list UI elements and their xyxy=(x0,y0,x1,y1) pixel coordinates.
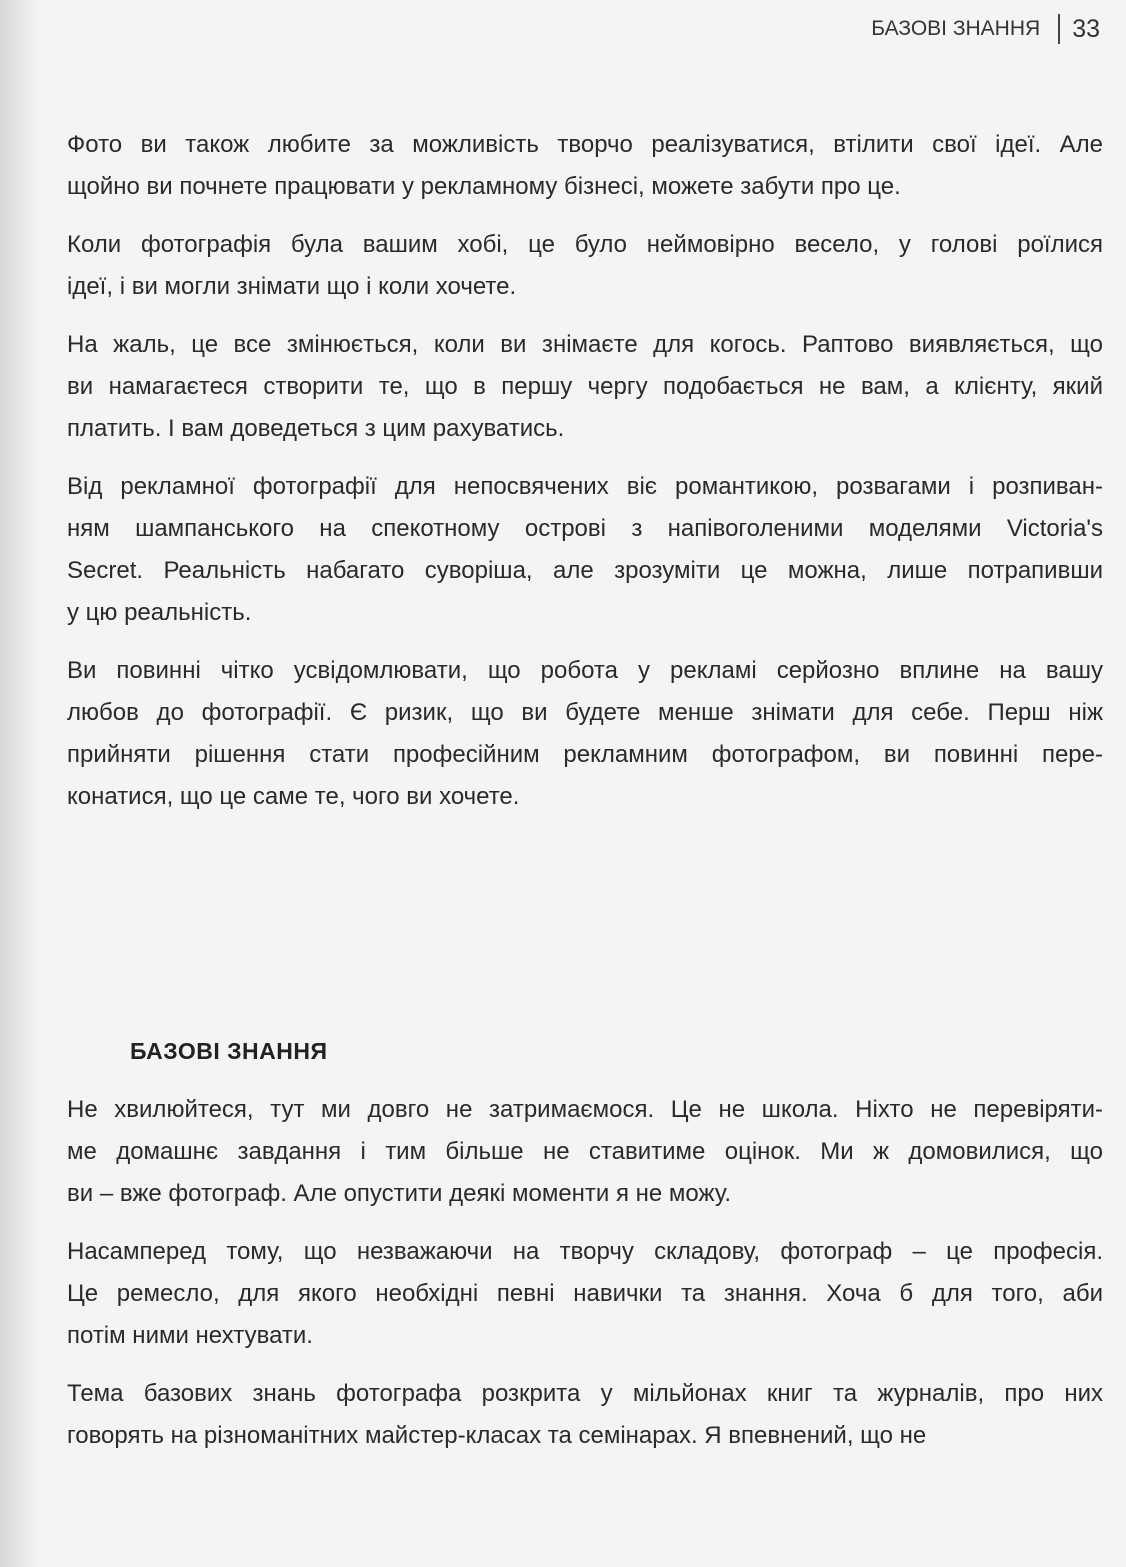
text-line: потім ними нехтувати. xyxy=(67,1322,313,1349)
text-line: Це ремесло, для якого необхідні певні навички та знання. Хоча б для того, аби xyxy=(67,1280,1103,1307)
text-line: Тема базових знань фотографа розкрита у мільйонах книг та журналів, про них xyxy=(67,1380,1103,1407)
paragraph xyxy=(67,324,1103,450)
body-text-top xyxy=(67,124,1103,834)
running-header xyxy=(871,14,1100,44)
text-line: конатися, що це саме те, чого ви хочете. xyxy=(67,783,520,810)
text-line: Фото ви також любите за можливість творчо реалізуватися, втілити свої ідеї. Але xyxy=(67,131,1103,158)
paragraph xyxy=(67,466,1103,634)
paragraph xyxy=(67,1373,1103,1457)
text-line: любов до фотографії. Є ризик, що ви будете менше знімати для себе. Перш ніж xyxy=(67,699,1103,726)
text-line: Не хвилюйтеся, тут ми довго не затримаємося. Це не школа. Ніхто не перевіряти- xyxy=(67,1096,1103,1123)
header-divider xyxy=(1058,14,1060,44)
text-line: ви – вже фотограф. Але опустити деякі моменти я не можу. xyxy=(67,1180,732,1207)
text-line: Від рекламної фотографії для непосвячених віє романтикою, розвагами і розпиван- xyxy=(67,473,1103,500)
text-line: ви намагаєтеся створити те, що в першу чергу подобається не вам, а клієнту, який xyxy=(67,373,1103,400)
paragraph xyxy=(67,1231,1103,1357)
paragraph xyxy=(67,1089,1103,1215)
page-edge-shadow xyxy=(0,0,40,1567)
text-line: у цю реальність. xyxy=(67,599,252,626)
text-line: Коли фотографія була вашим хобі, це було неймовірно весело, у голові роїлися xyxy=(67,231,1103,258)
text-line: говорять на різноманітних майстер-класах та семінарах. Я впевнений, що не xyxy=(67,1422,927,1449)
text-line: На жаль, це все змінюється, коли ви знімаєте для когось. Раптово виявляється, що xyxy=(67,331,1103,358)
paragraph xyxy=(67,124,1103,208)
text-line: ме домашнє завдання і тим більше не ставитиме оцінок. Ми ж домовилися, що xyxy=(67,1138,1103,1165)
text-line: Secret. Реальність набагато суворіша, але зрозуміти це можна, лише потрапивши xyxy=(67,557,1103,584)
text-line: щойно ви почнете працювати у рекламному бізнесі, можете забути про це. xyxy=(67,173,901,200)
text-line: прийняти рішення стати професійним рекламним фотографом, ви повинні пере- xyxy=(67,741,1103,768)
paragraph xyxy=(67,224,1103,308)
text-line: платить. І вам доведеться з цим рахуватись. xyxy=(67,415,565,442)
running-header-title: БАЗОВІ ЗНАННЯ xyxy=(871,17,1041,40)
text-line: Насамперед тому, що незважаючи на творчу складову, фотограф – це професія. xyxy=(67,1238,1103,1265)
paragraph xyxy=(67,650,1103,818)
page-number: 33 xyxy=(1072,14,1100,43)
body-text-bottom xyxy=(67,1089,1103,1473)
text-line: ідеї, і ви могли знімати що і коли хочете. xyxy=(67,273,517,300)
text-line: Ви повинні чітко усвідомлювати, що робота у рекламі серйозно вплине на вашу xyxy=(67,657,1103,684)
section-heading: БАЗОВІ ЗНАННЯ xyxy=(130,1038,328,1064)
text-line: ням шампанського на спекотному острові з напівоголеними моделями Victoria's xyxy=(67,515,1103,542)
